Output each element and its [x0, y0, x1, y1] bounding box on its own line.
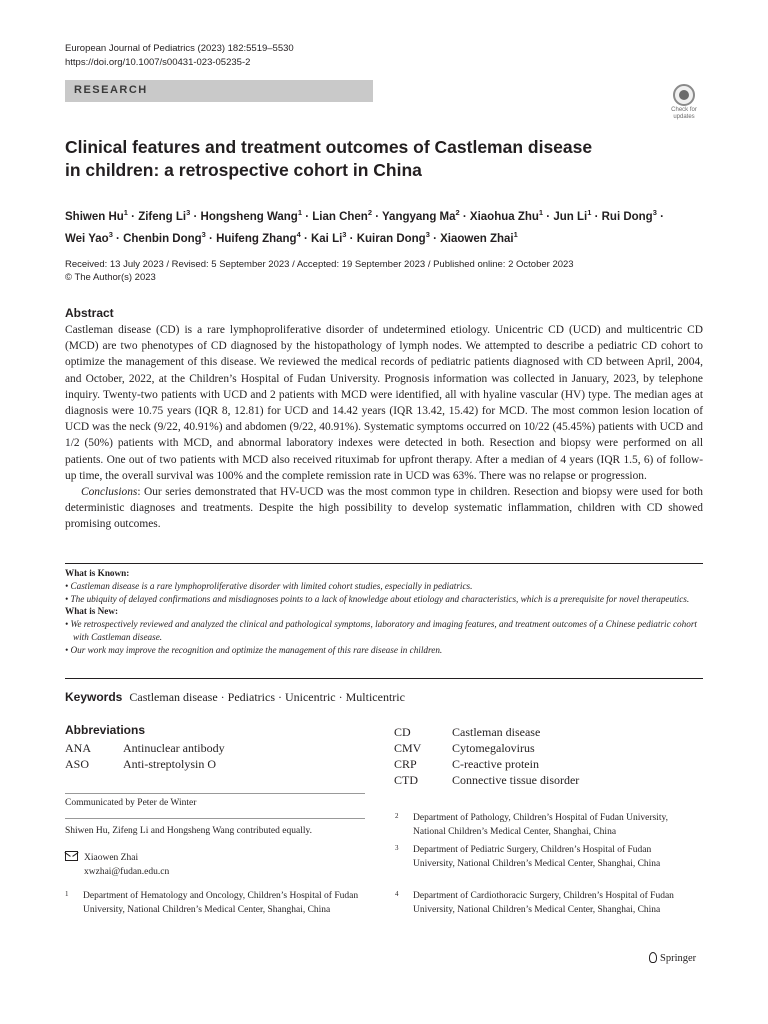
- communicated-by: Communicated by Peter de Winter: [65, 798, 197, 808]
- author-name[interactable]: Xiaohua Zhu: [469, 210, 539, 223]
- publisher-name: Springer: [660, 953, 697, 964]
- author-separator: ·: [205, 232, 217, 245]
- author-name[interactable]: Lian Chen: [312, 210, 368, 223]
- abstract-heading: Abstract: [65, 306, 114, 320]
- title-line-1: Clinical features and treatment outcomes of Castleman disease: [65, 137, 593, 157]
- author-affiliation-ref: 1: [123, 208, 128, 217]
- author-name[interactable]: Kuiran Dong: [356, 232, 426, 245]
- author-separator: ·: [112, 232, 124, 245]
- affiliation-3: 3 Department of Pediatric Surgery, Children’s Hospital of Fudan University, National Children’s Medical Center, Shanghai, China: [395, 844, 661, 869]
- corresponding-name: Xiaowen Zhai: [84, 853, 139, 863]
- abstract-body: [65, 322, 703, 533]
- author-name[interactable]: Chenbin Dong: [123, 232, 202, 245]
- abbreviation-item: CTD Connective tissue disorder: [394, 773, 580, 787]
- check-for-updates-badge[interactable]: [667, 84, 701, 122]
- box-bottom-rule: [65, 678, 703, 679]
- author-affiliation-ref: 3: [201, 229, 206, 239]
- conclusions-text: : Our series demonstrated that HV-UCD was the most common type in children. Resection and biopsy were used for both deterministic diagnoses and treatments. Despite the high possibility to develop systematic inflammation, children with CD showed promising outcomes.: [65, 486, 703, 531]
- author-separator: ·: [302, 210, 313, 223]
- author-separator: ·: [591, 210, 602, 223]
- author-name[interactable]: Jun Li: [553, 210, 588, 223]
- author-affiliation-ref: 3: [342, 229, 347, 239]
- abbreviation-item: CMV Cytomegalovirus: [394, 741, 535, 755]
- author-affiliation-ref: 3: [108, 229, 113, 239]
- author-affiliation-ref: 3: [186, 208, 191, 217]
- new-item: • Our work may improve the recognition and optimize the management of this rare disease in children.: [65, 644, 443, 655]
- author-name[interactable]: Yangyang Ma: [382, 210, 456, 223]
- author-affiliation-ref: 4: [296, 229, 301, 239]
- author-separator: ·: [656, 210, 664, 223]
- keywords-label: Keywords: [65, 690, 123, 704]
- section-label: RESEARCH: [74, 84, 148, 96]
- known-item: • Castleman disease is a rare lymphoproliferative disorder with limited cohort studies, especially in pediatrics.: [65, 580, 473, 591]
- copyright: © The Author(s) 2023: [65, 272, 156, 283]
- author-name[interactable]: Hongsheng Wang: [200, 210, 298, 223]
- abstract-paragraph: Castleman disease (CD) is a rare lymphoproliferative disorder of undetermined etiology. Unicentric CD (UCD) and multicentric CD (MCD) are two phenotypes of CD diagnosed by the histopathology of lymph nodes. We attempted to describe a pediatric CD cohort to optimize the management of this disease. We reviewed the medical records of pediatric patients diagnosed with CD between April, 2004, and October, 2022, at the Children’s Hospital of Fudan University. Prognosis information was collected in January, 2023, by telephone inquiry. Twenty-two patients with UCD and 2 patients with MCD were identified, all with hyaline vascular (HV) type. The median ages at diagnosis were 10.75 years (IQR 8, 12.81) for UCD and 14.42 years (IQR 13.42, 15.42) for MCD. The most common lesion location of UCD was the neck (9/22, 40.91%) and abdomen (9/22, 40.91%). Systematic symptoms occurred on 10/22 (45.45%) patients with UCD and 1/2 (50%) patients with MCD, and abnormal laboratory indexes were detected in both. Resection and biopsy were performed on all patients. One out of two patients with MCD also received rituximab for upfront therapy. After a median of 4 years (IQR 1.5, 6) of follow-up time, the overall survival was 100% and the complete remission rate in UCD was 63%. There was no relapse or progression.: [65, 324, 703, 482]
- author-name[interactable]: Rui Dong: [601, 210, 653, 223]
- author-separator: ·: [429, 232, 441, 245]
- footnote-rule: [65, 818, 365, 819]
- doi-link[interactable]: https://doi.org/10.1007/s00431-023-05235-2: [65, 57, 251, 68]
- journal-citation: European Journal of Pediatrics (2023) 182:5519–5530: [65, 43, 294, 54]
- author-name[interactable]: Wei Yao: [65, 232, 109, 245]
- box-top-rule: [65, 563, 703, 564]
- equal-contribution-note: Shiwen Hu, Zifeng Li and Hongsheng Wang contributed equally.: [65, 826, 312, 836]
- author-separator: ·: [346, 232, 357, 245]
- author-affiliation-ref: 2: [367, 208, 372, 217]
- journal-info: [65, 42, 294, 70]
- article-title: [65, 136, 685, 182]
- known-heading: What is Known:: [65, 568, 130, 578]
- abstract-conclusions: [65, 484, 703, 533]
- new-item: • We retrospectively reviewed and analyzed the clinical and pathological symptoms, laboratory and imaging features, and treatment outcomes of a Chinese pediatric cohort with Castleman disease.: [65, 619, 697, 642]
- publisher-logo: [649, 952, 696, 964]
- affiliation-2: 2 Department of Pathology, Children’s Hospital of Fudan University, National Children’s Medical Center, Shanghai, China: [395, 812, 668, 837]
- new-heading: What is New:: [65, 606, 119, 617]
- author-affiliation-ref: 1: [513, 229, 518, 239]
- keywords-text: Castleman disease · Pediatrics · Unicentric · Multicentric: [129, 690, 405, 704]
- author-list: [65, 204, 705, 248]
- known-new-box: [65, 567, 703, 657]
- author-name[interactable]: Xiaowen Zhai: [440, 232, 514, 245]
- abbreviation-item: CD Castleman disease: [394, 725, 541, 739]
- check-updates-line2: updates: [673, 113, 695, 120]
- article-dates: [65, 258, 574, 284]
- section-banner: [65, 80, 373, 102]
- author-name[interactable]: Kai Li: [310, 232, 343, 245]
- author-affiliation-ref: 1: [587, 208, 592, 217]
- envelope-icon: [65, 851, 78, 861]
- affiliation-4: 4 Department of Cardiothoracic Surgery, Children’s Hospital of Fudan University, National Children’s Medical Center, Shanghai, China: [395, 890, 674, 915]
- author-separator: ·: [372, 210, 383, 223]
- author-separator: ·: [190, 210, 201, 223]
- author-separator: ·: [300, 232, 311, 245]
- abbreviations-heading: Abbreviations: [65, 723, 146, 737]
- author-separator: ·: [127, 210, 139, 223]
- abbreviation-item: CRP C-reactive protein: [394, 757, 539, 771]
- footnote-rule: [65, 793, 365, 794]
- author-affiliation-ref: 2: [455, 208, 460, 217]
- corresponding-email[interactable]: xwzhai@fudan.edu.cn: [84, 866, 170, 877]
- keywords: [65, 690, 405, 705]
- author-affiliation-ref: 1: [538, 208, 544, 217]
- conclusions-label: Conclusions: [81, 486, 138, 499]
- title-line-2: in children: a retrospective cohort in China: [65, 160, 422, 180]
- author-name[interactable]: Huifeng Zhang: [216, 232, 297, 245]
- history-dates: Received: 13 July 2023 / Revised: 5 September 2023 / Accepted: 19 September 2023 / Published online: 2 October 2023: [65, 259, 574, 270]
- author-affiliation-ref: 1: [297, 208, 302, 217]
- check-updates-line1: Check for: [671, 107, 697, 113]
- check-for-updates-icon: [673, 84, 695, 106]
- author-name[interactable]: Zifeng Li: [138, 210, 187, 223]
- author-affiliation-ref: 3: [425, 229, 430, 239]
- corresponding-author: [65, 851, 169, 879]
- author-name[interactable]: Shiwen Hu: [65, 210, 124, 223]
- known-item: • The ubiquity of delayed confirmations and misdiagnoses points to a lack of knowledge about etiology and characteristics, which is a prerequisite for novel therapeutics.: [65, 593, 690, 604]
- author-separator: ·: [459, 210, 470, 223]
- author-separator: ·: [543, 210, 554, 223]
- author-affiliation-ref: 3: [652, 208, 657, 217]
- springer-horse-icon: [649, 952, 657, 963]
- affiliation-1: 1 Department of Hematology and Oncology, Children’s Hospital of Fudan University, National Children’s Medical Center, Shanghai, China: [65, 890, 359, 915]
- abbreviation-item: ANA Antinuclear antibody: [65, 741, 225, 755]
- abbreviation-item: ASO Anti-streptolysin O: [65, 757, 216, 771]
